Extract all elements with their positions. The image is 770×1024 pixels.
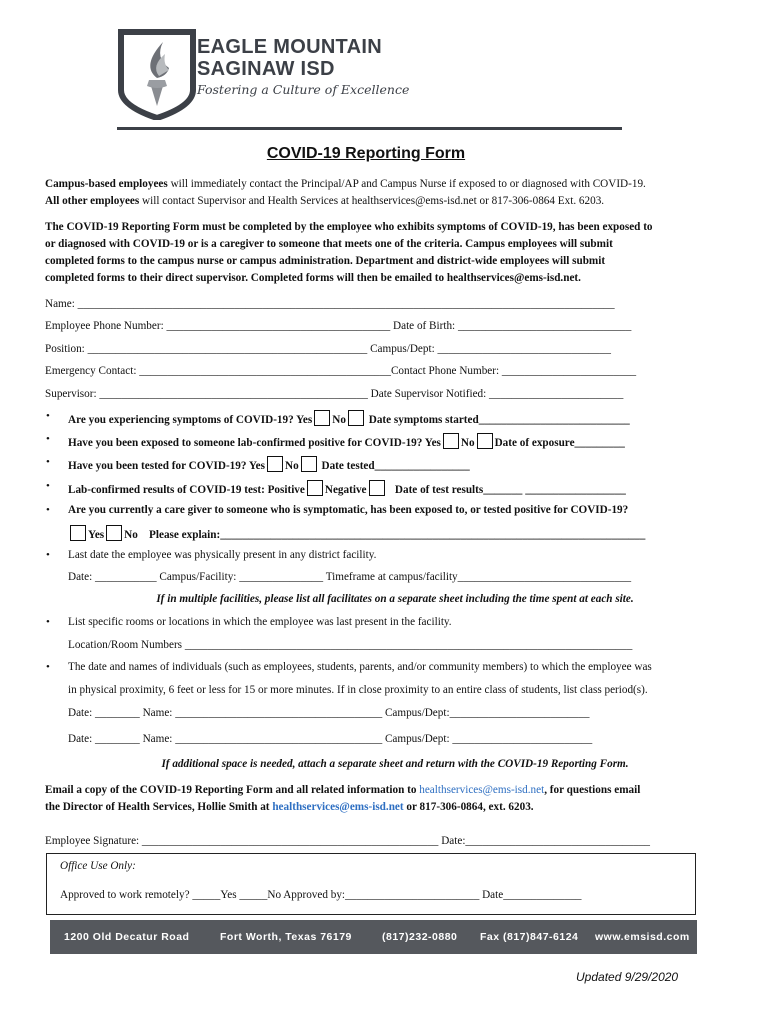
symptoms-yes-checkbox[interactable] <box>314 410 330 426</box>
tested-yes-checkbox[interactable] <box>267 456 283 472</box>
name-field[interactable]: Name: ________________________________________________________________________________________________ <box>45 298 615 310</box>
question-contacts-line-1: The date and names of individuals (such as employees, students, parents, and/or community members) to which the employee was <box>68 661 652 673</box>
office-use-label: Office Use Only: <box>60 860 136 872</box>
email-note-line-1 <box>45 784 640 796</box>
location-room-field[interactable]: Location/Room Numbers ________________________________________________________________________________ <box>68 639 633 651</box>
bullet-icon: • <box>46 433 50 445</box>
footer-address: 1200 Old Decatur Road <box>64 931 190 943</box>
caregiver-explain-field[interactable]: Please explain:____________________________________________________________________________ <box>149 529 646 541</box>
footer-bar <box>50 920 697 954</box>
intro-instructions-line-1: The COVID-19 Reporting Form must be completed by the employee who exhibits symptoms of COVID-19, has been exposed to <box>45 221 653 233</box>
intro-paragraph-2 <box>45 195 604 207</box>
supervisor-field[interactable]: Supervisor: ________________________________________________ Date Supervisor Notified: ________________________ <box>45 388 624 400</box>
question-contacts-line-2: in physical proximity, 6 feet or less for 15 or more minutes. If in close proximity to an entire class of students, list class period(s). <box>68 684 648 696</box>
caregiver-yes-checkbox[interactable] <box>70 525 86 541</box>
phone-dob-field[interactable]: Employee Phone Number: ________________________________________ Date of Birth: _______________________________ <box>45 320 632 332</box>
district-logo <box>117 28 197 120</box>
symptoms-no-label: No <box>332 414 346 426</box>
position-campus-field[interactable]: Position: __________________________________________________ Campus/Dept: _______________________________ <box>45 343 611 355</box>
bullet-icon: • <box>46 616 50 628</box>
question-tested-text: Have you been tested for COVID-19? Yes <box>68 460 266 472</box>
employee-signature-field[interactable]: Employee Signature: _____________________________________________________ Date:_________________________________ <box>45 835 651 847</box>
health-services-email-link[interactable]: healthservices@ems-isd.net <box>419 784 545 796</box>
question-exposed <box>68 433 625 449</box>
email-note-line-2 <box>45 801 534 813</box>
email-note-text-3: the Director of Health Services, Hollie Smith at <box>45 801 273 813</box>
exposed-yes-checkbox[interactable] <box>443 433 459 449</box>
question-last-date: Last date the employee was physically present in any district facility. <box>68 549 377 561</box>
bullet-icon: • <box>46 456 50 468</box>
question-results-text: Lab-confirmed results of COVID-19 test: Positive <box>68 484 305 496</box>
updated-date: Updated 9/29/2020 <box>576 970 679 984</box>
footer-phone: (817)232-0880 <box>382 931 458 943</box>
intro-instructions-line-2: or diagnosed with COVID-19 or is a caregiver to someone that meets one of the criteria. Campus employees will submit <box>45 238 613 250</box>
org-name-line2: SAGINAW ISD <box>197 58 335 80</box>
question-exposed-text: Have you been exposed to someone lab-confirmed positive for COVID-19? Yes <box>68 437 441 449</box>
tested-no-checkbox[interactable] <box>301 456 317 472</box>
intro-instructions-line-3: completed forms to the campus nurse or campus administration. Department and district-wide employees will submit <box>45 255 606 267</box>
header-divider <box>117 127 622 130</box>
symptoms-date-field[interactable]: Date symptoms started___________________________ <box>368 414 630 426</box>
office-use-box <box>46 853 696 915</box>
email-note-text-1: Email a copy of the COVID-19 Reporting Form and all related information to <box>45 784 420 796</box>
intro-paragraph-1 <box>45 178 646 190</box>
caregiver-no-checkbox[interactable] <box>106 525 122 541</box>
question-symptoms <box>68 410 630 426</box>
tested-no-label: No <box>285 460 299 472</box>
question-tested <box>68 456 470 472</box>
multiple-facilities-note: If in multiple facilities, please list all facilitates on a separate sheet including the time spent at each site. <box>156 593 634 605</box>
question-caregiver: Are you currently a care giver to someone who is symptomatic, has been exposed to, or tested positive for COVID-19? <box>68 504 629 516</box>
exposed-no-label: No <box>460 437 475 449</box>
caregiver-yes-label: Yes <box>88 529 105 541</box>
email-note-text-2: , for questions email <box>544 784 641 796</box>
bullet-icon: • <box>46 661 50 673</box>
footer-website[interactable]: www.emsisd.com <box>595 931 690 943</box>
bullet-icon: • <box>46 480 50 492</box>
bullet-icon: • <box>46 549 50 561</box>
results-date-field[interactable]: Date of test results_______ __________________ <box>394 484 626 496</box>
caregiver-answers <box>68 525 645 541</box>
footer-city: Fort Worth, Texas 76179 <box>220 931 352 943</box>
question-symptoms-text: Are you experiencing symptoms of COVID-19? Yes <box>68 414 313 426</box>
contact-row-1[interactable]: Date: ________ Name: _____________________________________ Campus/Dept:_________________________ <box>68 707 590 719</box>
footer-fax: Fax (817)847-6124 <box>480 931 579 943</box>
question-results <box>68 480 626 496</box>
torch-shield-logo <box>117 28 197 120</box>
intro-instructions-line-4: completed forms to their direct supervisor. Completed forms will then be emailed to healthservices@ems-isd.net. <box>45 272 581 284</box>
page-title: COVID-19 Reporting Form <box>266 145 466 162</box>
org-tagline: Fostering a Culture of Excellence <box>197 82 410 97</box>
org-name-line1: EAGLE MOUNTAIN <box>197 36 382 58</box>
additional-space-note: If additional space is needed, attach a separate sheet and return with the COVID-19 Reporting Form. <box>161 758 629 770</box>
negative-label: Negative <box>324 484 367 496</box>
symptoms-no-checkbox[interactable] <box>348 410 364 426</box>
intro-text-1: will immediately contact the Principal/AP and Campus Nurse if exposed to or diagnosed with COVID-19. <box>167 178 646 190</box>
bullet-icon: • <box>46 410 50 422</box>
contact-row-2[interactable]: Date: ________ Name: _____________________________________ Campus/Dept: _________________________ <box>68 733 593 745</box>
negative-checkbox[interactable] <box>369 480 385 496</box>
email-note-text-4: or 817-306-0864, ext. 6203. <box>403 801 534 813</box>
emergency-contact-field[interactable]: Emergency Contact: _____________________________________________Contact Phone Number: ________________________ <box>45 365 637 377</box>
intro-bold-2: All other employees <box>45 195 140 207</box>
intro-bold-1: Campus-based employees <box>45 178 168 190</box>
exposure-date-field[interactable]: Date of exposure_________ <box>494 437 625 449</box>
tested-date-field[interactable]: Date tested_________________ <box>321 460 470 472</box>
exposed-no-checkbox[interactable] <box>477 433 493 449</box>
bullet-icon: • <box>46 504 50 516</box>
caregiver-no-label: No <box>124 529 138 541</box>
director-email-link[interactable]: healthservices@ems-isd.net <box>272 801 404 813</box>
remote-approval-field[interactable]: Approved to work remotely? _____Yes _____No Approved by:________________________ Date______________ <box>60 889 582 901</box>
intro-text-2: will contact Supervisor and Health Services at healthservices@ems-isd.net or 817-306-0864 Ext. 6203. <box>139 195 605 207</box>
positive-checkbox[interactable] <box>307 480 323 496</box>
question-locations: List specific rooms or locations in which the employee was last present in the facility. <box>68 616 452 628</box>
last-date-fields[interactable]: Date: ___________ Campus/Facility: _______________ Timeframe at campus/facility_______________________________ <box>68 571 632 583</box>
